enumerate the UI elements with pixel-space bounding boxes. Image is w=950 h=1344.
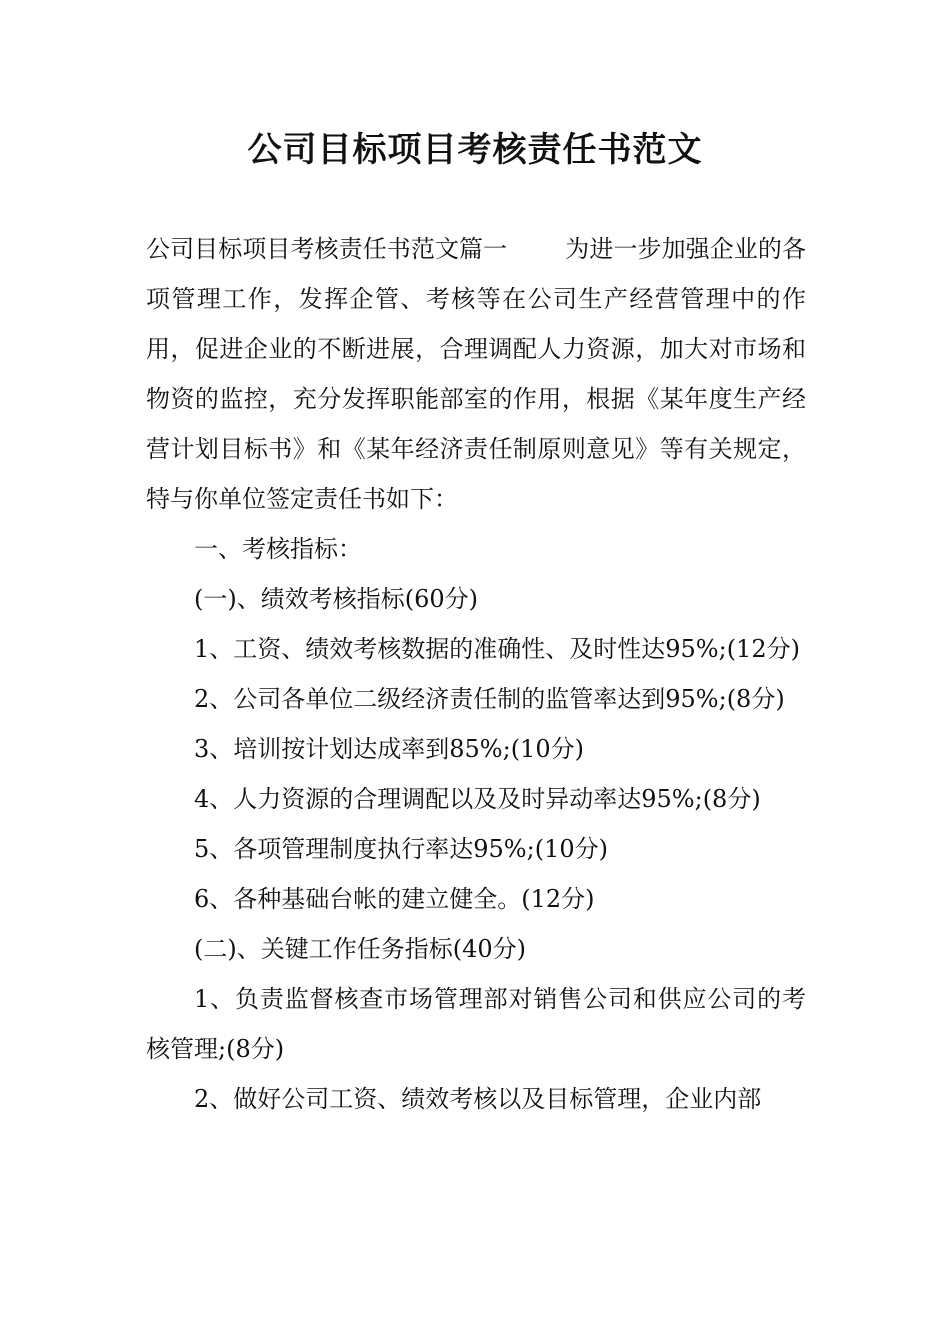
key-task-item-2: 2、做好公司工资、绩效考核以及目标管理，企业内部 xyxy=(194,1085,762,1113)
performance-item-2: 2、公司各单位二级经济责任制的监管率达到95%;(8分) xyxy=(194,685,785,713)
document-title: 公司目标项目考核责任书范文 xyxy=(247,130,703,170)
intro-text: 为进一步加强企业的各项管理工作，发挥企管、考核等在公司生产经营管理中的作用，促进企业的不断进展，合理调配人力资源，加大对市场和物资的监控，充分发挥职能部室的作用，根据《某年度生产经营计划目标书》和《某年经济责任制原则意见》等有关规定，特与你单位签定责任书如下： xyxy=(146,235,807,513)
document-body xyxy=(146,224,806,1124)
intro-paragraph xyxy=(146,224,806,524)
performance-item-1: 1、工资、绩效考核数据的准确性、及时性达95%;(12分) xyxy=(194,635,800,663)
section-heading-indicators: 一、考核指标： xyxy=(194,535,362,563)
intro-heading: 公司目标项目考核责任书范文篇一 xyxy=(146,235,508,263)
subsection-heading-performance: (一)、绩效考核指标(60分) xyxy=(194,585,478,613)
performance-item-6: 6、各种基础台帐的建立健全。(12分) xyxy=(194,885,595,913)
key-task-item-1: 1、负责监督核查市场管理部对销售公司和供应公司的考核管理;(8分) xyxy=(146,985,806,1063)
performance-item-5: 5、各项管理制度执行率达95%;(10分) xyxy=(194,835,608,863)
performance-item-4: 4、人力资源的合理调配以及及时异动率达95%;(8分) xyxy=(194,785,761,813)
subsection-heading-key-tasks: (二)、关键工作任务指标(40分) xyxy=(194,935,526,963)
performance-item-3: 3、培训按计划达成率到85%;(10分) xyxy=(194,735,584,763)
